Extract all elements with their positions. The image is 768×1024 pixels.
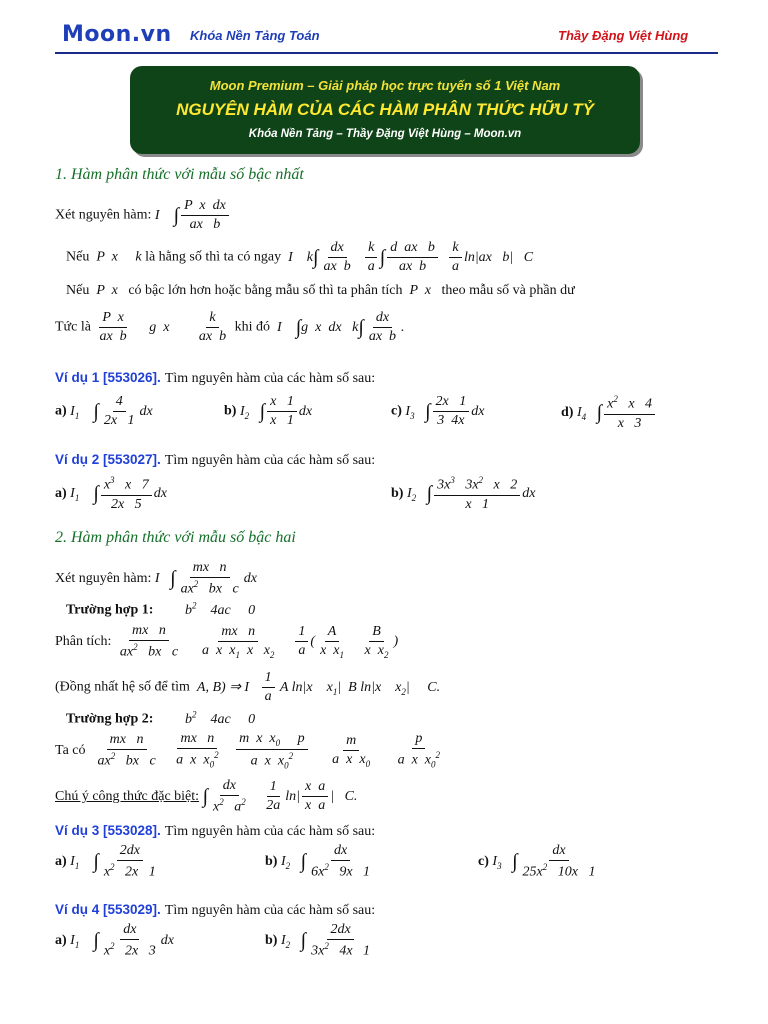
example-1-b: b) $I_2$ ∫ $\frac{x 1}{x 1}$ dx (224, 394, 313, 428)
example-4-label: Ví dụ 4 [553029]. (55, 902, 161, 917)
example-1-heading (55, 369, 375, 387)
example-2-a: a) $I_1$ ∫ $\frac{x^3 x 7}{2x 5}$ dx (55, 475, 167, 512)
constant-text: là hằng số thì ta có ngay (145, 249, 282, 265)
header-divider (55, 52, 718, 54)
page-title: NGUYÊN HÀM CỦA CÁC HÀM PHÂN THỨC HỮU TỶ (176, 100, 594, 119)
example-4-heading (55, 901, 375, 919)
example-1-c: c) $I_3$ ∫ $\frac{2x 1}{3 4x}$ dx (391, 394, 485, 428)
example-2-b: b) $I_2$ ∫ $\frac{3x^3 3x^2 x 2}{x 1}$ dx (391, 475, 536, 512)
section-1-title: 1. Hàm phân thức với mẫu số bậc nhất (55, 166, 304, 183)
remainder-text: theo mẫu số và phần dư (441, 283, 575, 298)
formula-line-5: Xét nguyên hàm: I ∫ $\frac{\text{mx n}}{ax^2 bx c}$ dx (55, 560, 257, 597)
special-formula-line: Chú ý công thức đặc biệt: ∫ $\frac{dx}{x^2 a^2}$ $\frac{1}{2a}$ ln| $\frac{\text{x a}}{\text{x a}}$ | C. (55, 778, 358, 815)
formula-line-1: Xét nguyên hàm: I ∫ $\frac{\text{P x dx}}{\text{ax b}}$ (55, 198, 231, 233)
we-have-label: Ta có (55, 742, 86, 758)
if-label-1: Nếu (66, 249, 90, 265)
that-is-label: Tức là (55, 319, 91, 335)
moon-logo: Moon.vn (62, 22, 172, 47)
we-have-line: Ta có $\frac{\text{mx n}}{ax^2 bx c}$ $\frac{\text{mx n}}{a x x_0^2}$ $\frac{m x x_0 p}{a x x_0^2}$ $\frac{m}{a x x_0}$ $\frac{p}{a x x_0^2}$ (55, 731, 441, 771)
example-3-heading (55, 822, 375, 840)
example-3-b: b) $I_2$ ∫ $\frac{dx}{6x^2 9x 1}$ (265, 843, 371, 880)
example-3-c: c) $I_3$ ∫ $\frac{dx}{25x^2 10x 1}$ (478, 843, 596, 880)
identify-label: (Đồng nhất hệ số để tìm (55, 679, 190, 695)
case-2-label: Trường hợp 2: (66, 711, 154, 727)
consider-label-2: Xét nguyên hàm: (55, 571, 152, 587)
formula-line-3: Nếu P x có bậc lớn hơn hoặc bằng mẫu số thì ta phân tích P x theo mẫu số và phần dư (66, 283, 575, 298)
course-name: Khóa Nền Tảng Toán (190, 28, 320, 43)
example-4-b: b) $I_2$ ∫ $\frac{2dx}{3x^2 4x 1}$ (265, 922, 371, 959)
note-label: Chú ý công thức đặc biệt: (55, 789, 200, 805)
if-label-2: Nếu (66, 283, 90, 298)
example-2-heading (55, 451, 375, 469)
case-1-line: Trường hợp 1: $b^2$ 4ac 0 (66, 600, 256, 618)
example-1-label: Ví dụ 1 [553026]. (55, 370, 161, 385)
example-2-text: Tìm nguyên hàm của các hàm số sau: (164, 453, 376, 468)
example-1-text: Tìm nguyên hàm của các hàm số sau: (164, 371, 376, 386)
banner-subtitle: Khóa Nền Tảng – Thầy Đặng Việt Hùng – Moon.vn (248, 128, 522, 140)
example-4-text: Tìm nguyên hàm của các hàm số sau: (164, 903, 376, 918)
banner-tagline: Moon Premium – Giải pháp học trực tuyến số 1 Việt Nam (209, 78, 561, 93)
example-1-a: a) $I_1$ ∫ $\frac{4}{2x 1}$ dx (55, 394, 153, 428)
example-3-label: Ví dụ 3 [553028]. (55, 823, 161, 838)
section-2-title: 2. Hàm phân thức với mẫu số bậc hai (55, 529, 296, 546)
case-1-label: Trường hợp 1: (66, 602, 154, 618)
example-1-d: d) $I_4$ ∫ $\frac{x^2 x 4}{x 3}$ (561, 394, 657, 432)
analysis-line: Phân tích: $\frac{\text{mx n}}{ax^2 bx c}$ $\frac{\text{mx n}}{a x x_1 x x_2}$ $\frac{1}{a}$ ( $\frac{A}{x x_1}$ $\frac{B}{x x_2}$ ) (55, 623, 399, 660)
example-3-a: a) $I_1$ ∫ $\frac{2dx}{x^2 2x 1}$ (55, 843, 156, 880)
formula-line-4: Tức là $\frac{\text{P x}}{\text{ax b}}$ g x $\frac{k}{\text{ax b}}$ khi đó I ∫g x dx k∫ $\frac{dx}{\text{ax b}}$ . (55, 310, 405, 344)
teacher-name: Thầy Đặng Việt Hùng (558, 28, 689, 43)
formula-line-2: Nếu P x k là hằng số thì ta có ngay I k∫ $\frac{dx}{\text{ax b}}$ $\frac{k}{a}$ ∫ $\frac{\text{d ax b}}{\text{ax b}}$ $\frac{k}{a}$ ln|ax b| C (66, 240, 534, 274)
analysis-label: Phân tích: (55, 634, 112, 650)
identify-line: (Đồng nhất hệ số để tìm A, B) ⇒ I $\frac{1}{a}$ A ln|x $x_1|$ B ln|x $x_2|$ C. (55, 670, 441, 704)
example-2-label: Ví dụ 2 [553027]. (55, 452, 161, 467)
when-label: khi đó (234, 319, 271, 335)
example-4-a: a) $I_1$ ∫ $\frac{dx}{x^2 2x 3}$ dx (55, 922, 174, 959)
case-2-line: Trường hợp 2: $b^2$ 4ac 0 (66, 709, 256, 727)
consider-label: Xét nguyên hàm: (55, 207, 152, 223)
degree-text: có bậc lớn hơn hoặc bằng mẫu số thì ta phân tích (128, 283, 403, 298)
example-3-text: Tìm nguyên hàm của các hàm số sau: (164, 824, 376, 839)
